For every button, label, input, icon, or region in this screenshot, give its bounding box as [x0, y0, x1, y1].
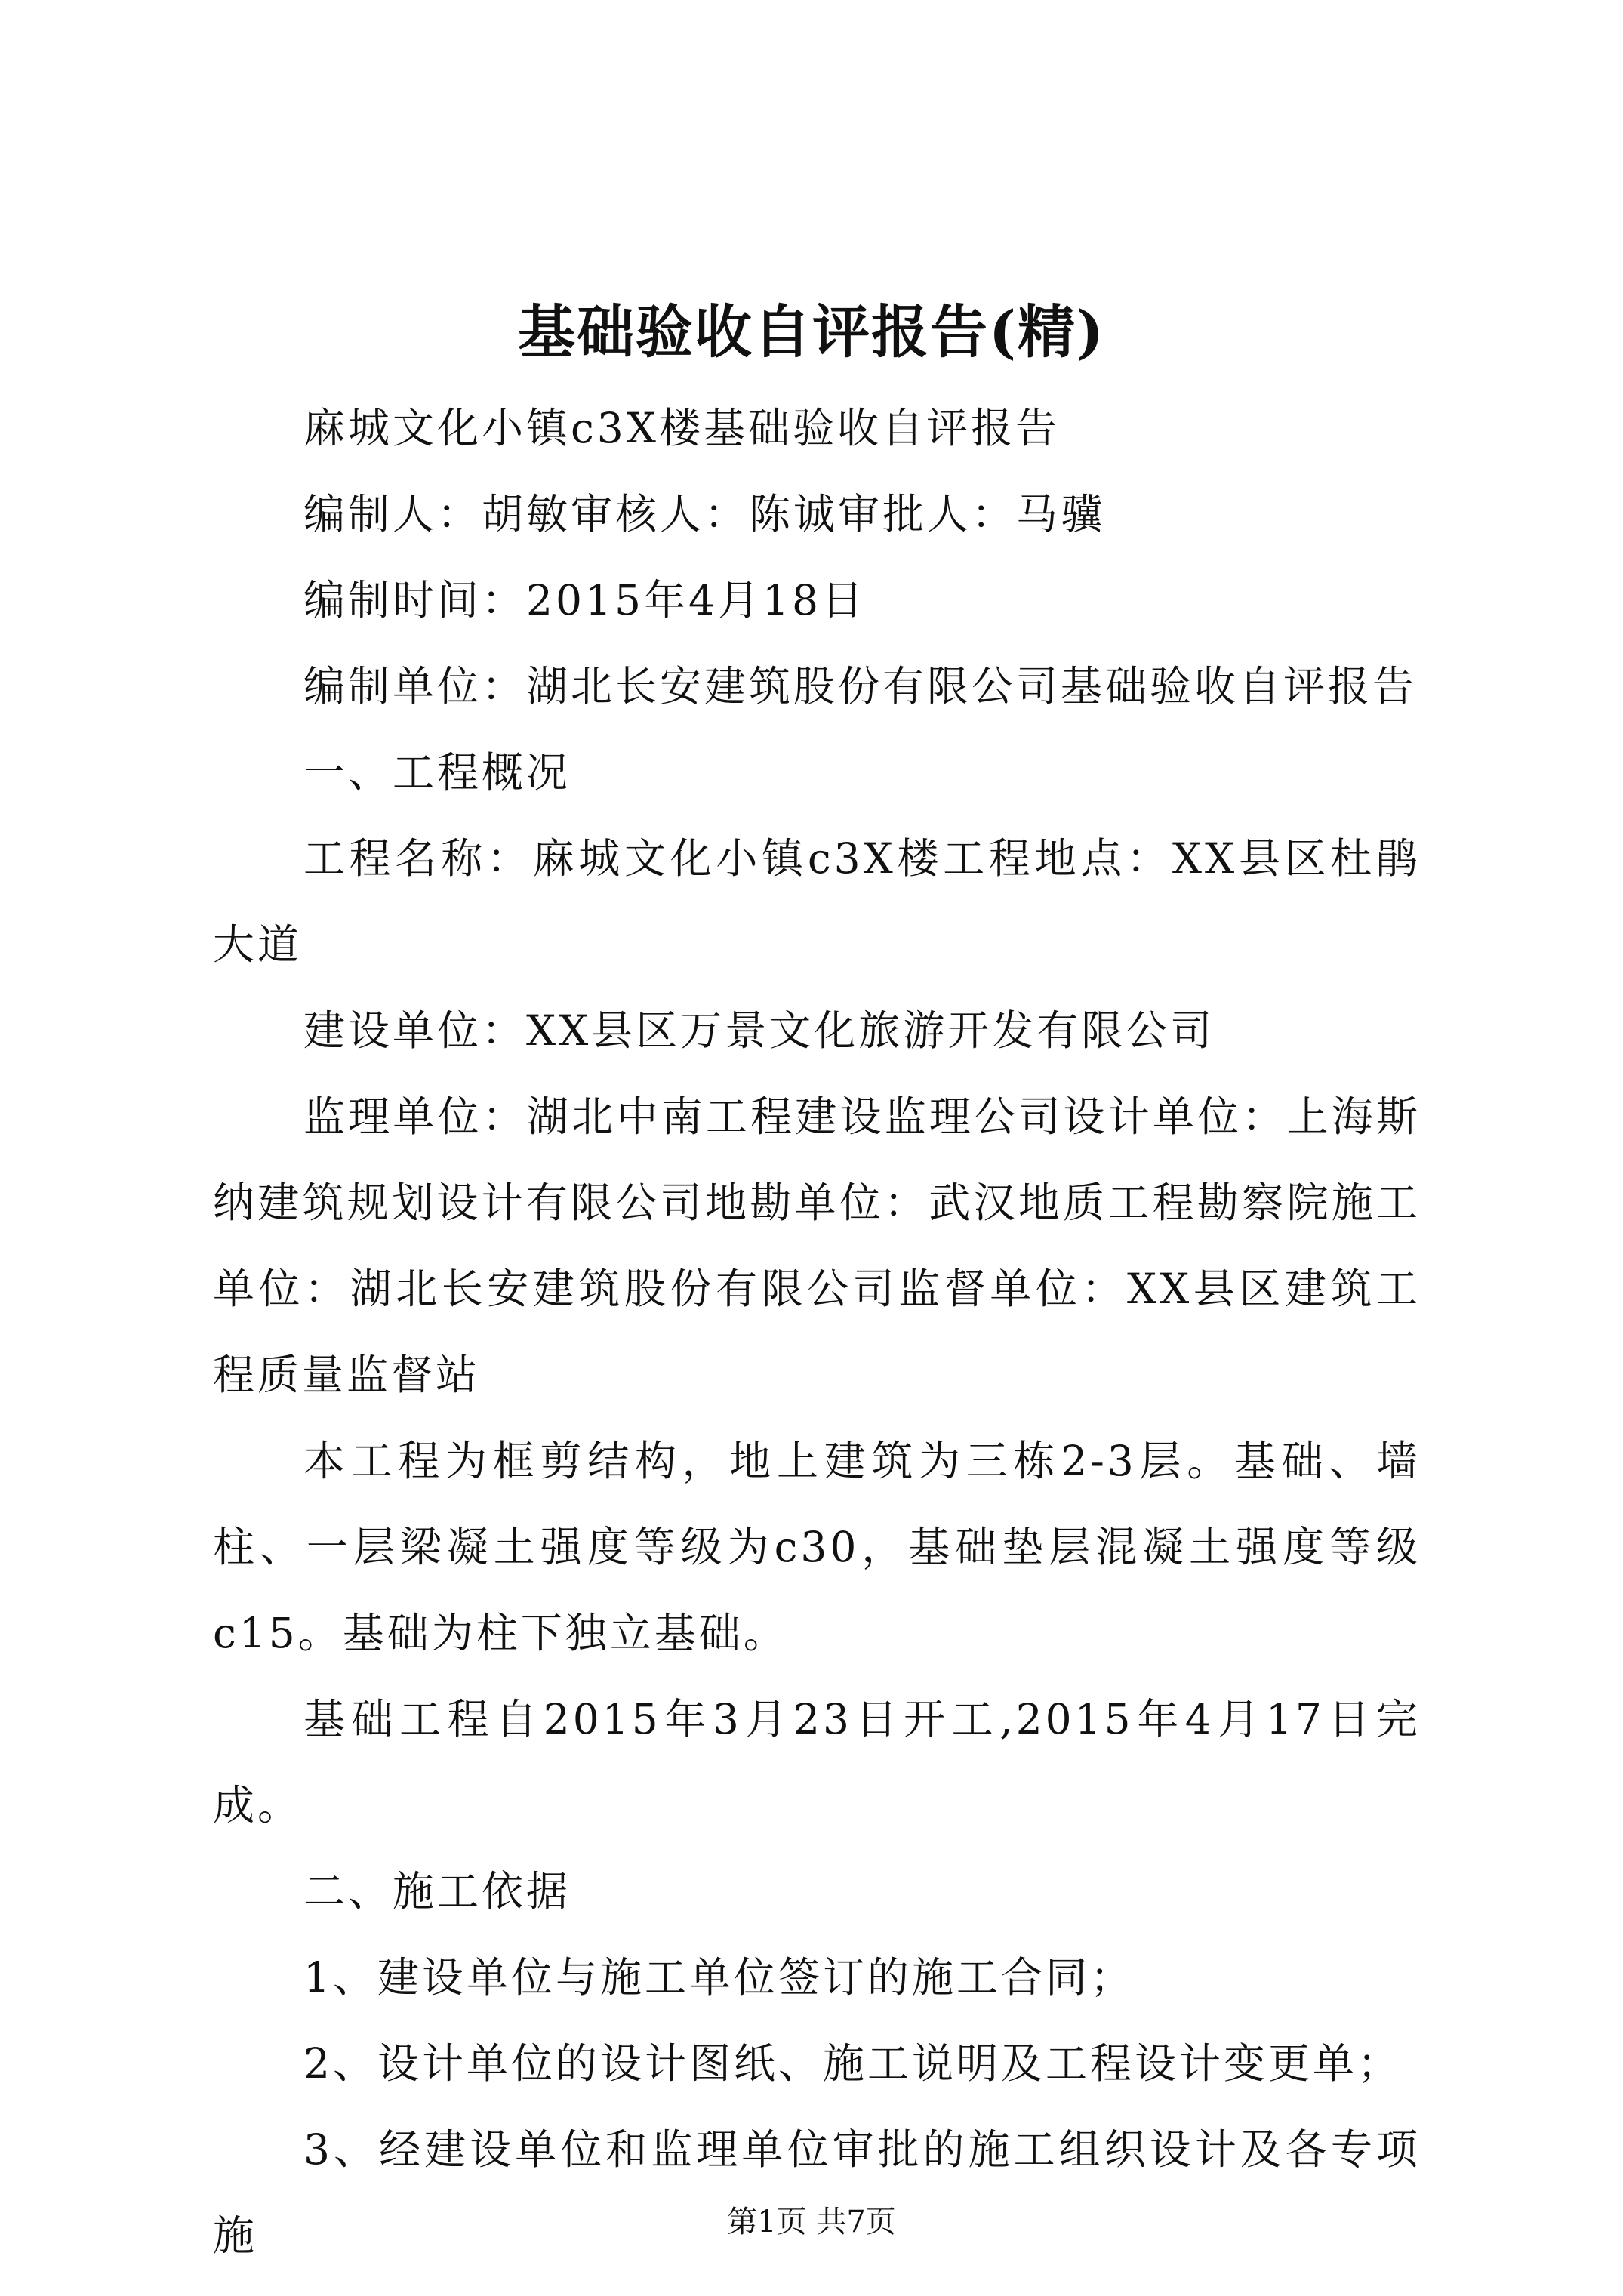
list-item: 3、经建设单位和监理单位审批的施工组织设计及各专项施 — [213, 2125, 1421, 2260]
paragraph: 监理单位：湖北中南工程建设监理公司设计单位：上海斯纳建筑规划设计有限公司地勘单位：武汉地质工程勘察院施工单位：湖北长安建筑股份有限公司监督单位：XX县区建筑工程质量监督站 — [213, 1093, 1421, 1399]
page-footer: 第1页 共7页 — [727, 2205, 896, 2239]
list-item: 2、设计单位的设计图纸、施工说明及工程设计变更单； — [303, 2039, 1402, 2088]
paragraph: 编制人：胡敏审核人：陈诚审批人：马骥 — [303, 490, 1106, 538]
paragraph: 编制单位：湖北长安建筑股份有限公司基础验收自评报告 — [303, 662, 1418, 710]
paragraph: 建设单位：XX县区万景文化旅游开发有限公司 — [303, 1006, 1215, 1055]
section-heading: 一、工程概况 — [303, 748, 571, 797]
section-heading: 二、施工依据 — [303, 1867, 571, 1915]
paragraph: 工程名称：麻城文化小镇c3X楼工程地点：XX县区杜鹃大道 — [213, 834, 1421, 969]
paragraph: 基础工程自2015年3月23日开工,2015年4月17日完成。 — [213, 1695, 1421, 1829]
paragraph: 编制时间：2015年4月18日 — [303, 576, 866, 624]
paragraph: 麻城文化小镇c3X楼基础验收自评报告 — [303, 404, 1060, 452]
list-item: 1、建设单位与施工单位签订的施工合同； — [303, 1953, 1135, 2002]
paragraph: 本工程为框剪结构，地上建筑为三栋2-3层。基础、墙柱、一层梁凝土强度等级为c30，基础垫层混凝土强度等级c15。基础为柱下独立基础。 — [213, 1437, 1421, 1657]
document-body — [213, 385, 1421, 2279]
document-title: 基础验收自评报告(精) — [518, 298, 1105, 365]
